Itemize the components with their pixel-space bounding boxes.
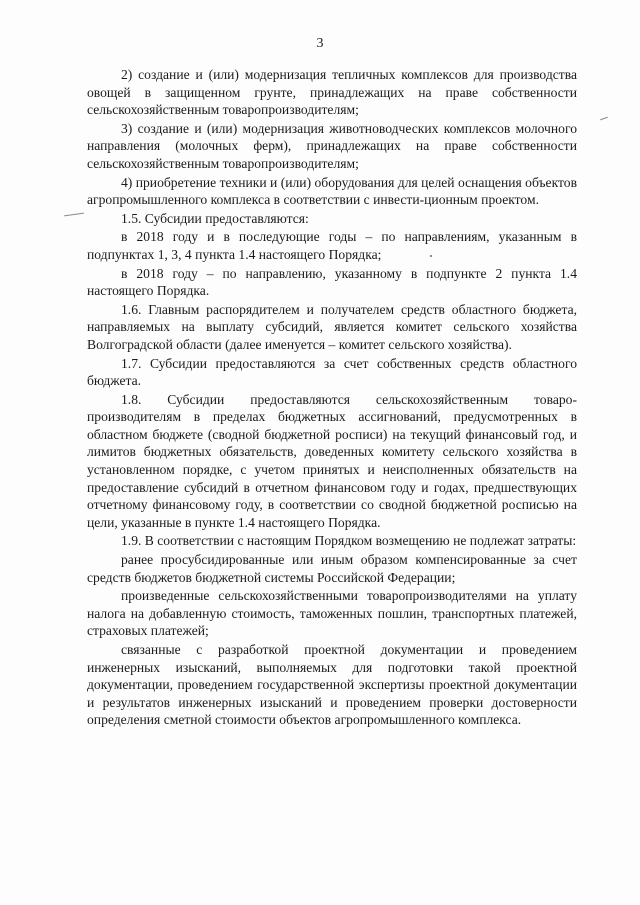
page-number: 3 xyxy=(316,36,324,51)
paragraph-1-5-second: в 2018 году – по направлению, указанному в подпункте 2 пункта 1.4 настоящего Порядка. xyxy=(87,265,577,299)
paragraph-1-5-first: в 2018 году и в последующие годы – по направлениям, указанным в подпунктах 1, 3, 4 пункта 1.4 настоящего Порядка; xyxy=(87,229,577,262)
paragraph-1-8: 1.8. Субсидии предоставляются сельскохозяйственным товаро-производителям в пределах бюджетных ассигнований, предусмотренных в областном бюджете (сводной бюджетной росписи) на текущий финансовый год, и лимитов бюджетных обязательств, доведенных комитету сельского хозяйства в установленном порядке, с учетом принятых и неисполненных обязательств на предоставление субсидий в отчетном финансовом году и годах, предшествующих отчетному финансовому году, в соответствии со сводной бюджетной росписью на цели, указанные в пункте 1.4 настоящего Порядка. xyxy=(87,391,577,530)
document-body xyxy=(87,66,577,729)
paragraph-1-9: 1.9. В соответствии с настоящим Порядком возмещению не подлежат затраты: xyxy=(121,533,577,549)
paragraph-1-9-second: произведенные сельскохозяйственными товаропроизводителями на уплату налога на добавленную стоимость, таможенных пошлин, транспортных платежей, страховых платежей; xyxy=(87,588,577,639)
scan-artifact xyxy=(64,213,84,217)
paragraph-1-7: 1.7. Субсидии предоставляются за счет собственных средств областного бюджета. xyxy=(87,355,577,389)
paragraph-item-2: 2) создание и (или) модернизация тепличных комплексов для производства овощей в защищенном грунте, принадлежащих на праве собственности сельскохозяйственным товаропроизводителям; xyxy=(87,67,577,118)
scan-artifact xyxy=(430,255,432,257)
paragraph-item-4: 4) приобретение техники и (или) оборудования для целей оснащения объектов агропромышленного комплекса в соответствии с инвести-ционным проектом. xyxy=(87,174,577,208)
paragraph-1-9-first: ранее просубсидированные или иным образом компенсированные за счет средств бюджетов бюджетной системы Российской Федерации; xyxy=(87,552,577,585)
paragraph-1-9-third: связанные с разработкой проектной документации и проведением инженерных изысканий, выполняемых для подготовки такой проектной документации, проведением государственной экспертизы проектной документации и результатов инженерных изысканий и проведением проверки достоверности определения сметной стоимости объектов агропромышленного комплекса. xyxy=(87,642,577,728)
scan-artifact xyxy=(600,117,608,121)
paragraph-1-5: 1.5. Субсидии предоставляются: xyxy=(121,210,309,226)
paragraph-item-3: 3) создание и (или) модернизация животноводческих комплексов молочного направления (молочных ферм), принадлежащих на праве собственности сельскохозяйственным товаропроизводителям; xyxy=(87,120,577,171)
paragraph-1-6: 1.6. Главным распорядителем и получателем средств областного бюджета, направляемых на выплату субсидий, является комитет сельского хозяйства Волгоградской области (далее именуется – комитет сельского хозяйства). xyxy=(87,301,577,352)
